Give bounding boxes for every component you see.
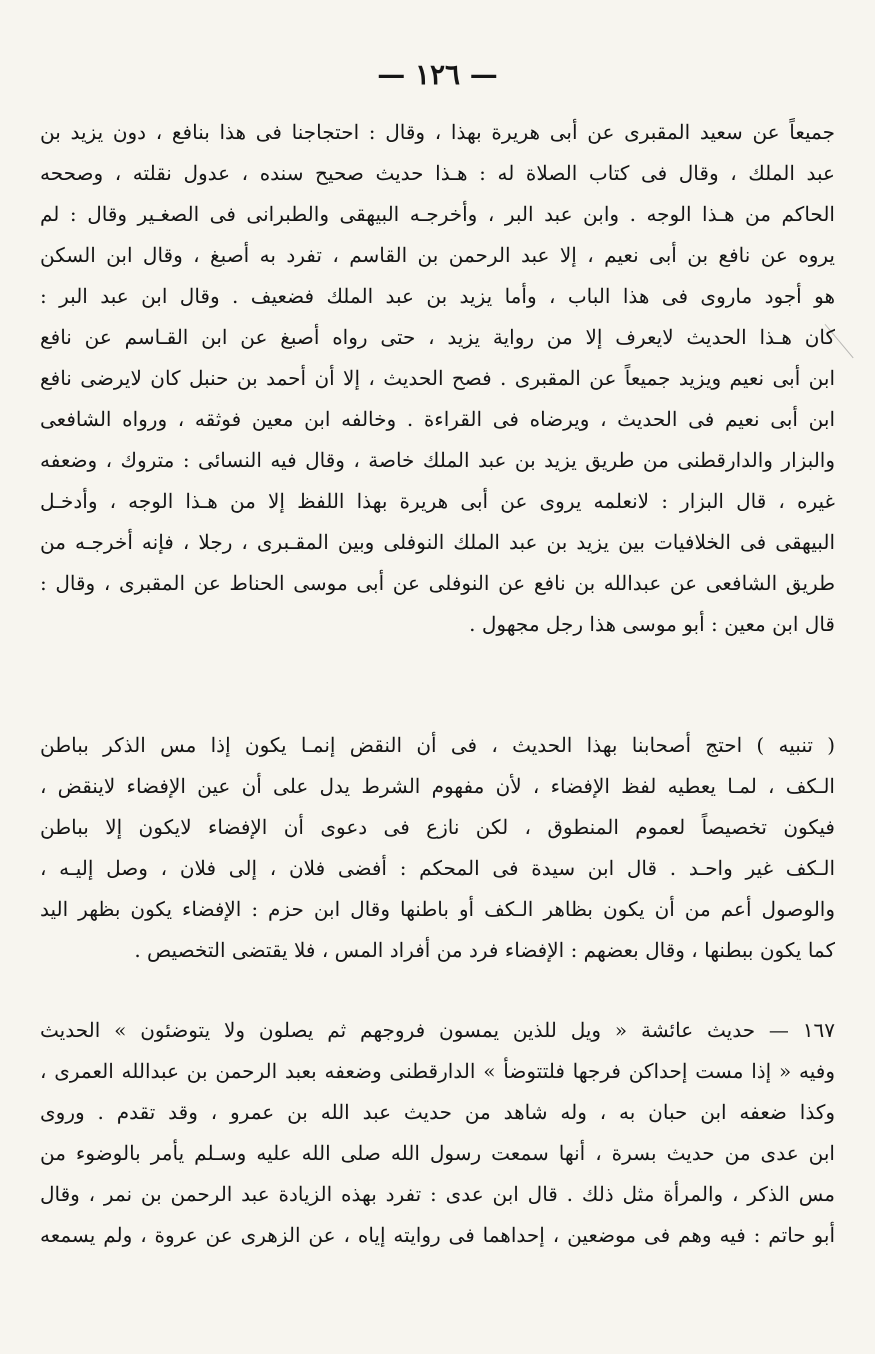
text-line: ( تنبيه ) احتج أصحابنا بهذا الحديث ، فى أن النقض إنمـا يكون إذا مس الذكر بباطن <box>40 733 835 757</box>
text-line: ابن أبى نعيم فى الحديث ، ويرضاه فى القراءة . وخالفه ابن معين فوثقه ، ورواه الشافعى <box>40 407 835 431</box>
text-line: يروه عن نافع بن أبى نعيم ، إلا عبد الرحمن بن القاسم ، تفرد به أصبغ ، وقال ابن السكن <box>40 243 835 267</box>
paragraph-1 <box>40 112 835 645</box>
text-line: ابن عدى من حديث بسرة ، أنها سمعت رسول الله صلى الله عليه وسـلم يأمر بالوضوء من <box>40 1141 835 1165</box>
text-line: أبو حاتم : فيه وهم فى موضعين ، إحداهما فى روايته إياه ، عن الزهرى عن عروة ، ولم يسمعه <box>40 1223 835 1247</box>
text-line: طريق الشافعى عن عبدالله بن نافع عن النوفلى عن أبى موسى الحناط عن المقبرى ، وقال : <box>40 571 835 595</box>
text-line: قال ابن معين : أبو موسى هذا رجل مجهول . <box>469 612 835 636</box>
text-line: البيهقى فى الخلافيات بين يزيد بن عبد الملك النوفلى وبين المقـبرى ، رجلا ، فإنه أخرجـه من <box>40 530 835 554</box>
text-line: غيره ، قال البزار : لانعلمه يروى عن أبى هريرة بهذا اللفظ إلا من هـذا الوجه ، وأدخـل <box>40 489 835 513</box>
text-line: الـكف ، لمـا يعطيه لفظ الإفضاء ، لأن مفهوم الشرط يدل على أن عين الإفضاء لاينقض ، <box>40 774 835 798</box>
text-line: كان هـذا الحديث لايعرف إلا من رواية يزيد ، حتى رواه أصبغ عن ابن القـاسم عن نافع <box>40 325 835 349</box>
paragraph-2-note <box>40 725 835 971</box>
text-line: والبزار والدارقطنى من طريق يزيد بن عبد الملك خاصة ، وقال فيه النسائى : متروك ، وضعفه <box>40 448 835 472</box>
text-line: فيكون تخصيصاً لعموم المنطوق ، لكن نازع فى دعوى أن الإفضاء لايكون إلا بباطن <box>40 815 835 839</box>
text-line: كما يكون ببطنها ، وقال بعضهم : الإفضاء فرد من أفراد المس ، فلا يقتضى التخصيص . <box>134 938 835 962</box>
text-line: والوصول أعم من أن يكون بظاهر الـكف أو باطنها وقال ابن حزم : الإفضاء يكون بظهر اليد <box>40 897 835 921</box>
text-line: ابن أبى نعيم ويزيد جميعاً عن المقبرى . فصح الحديث ، إلا أن أحمد بن حنبل كان لايرضى نافع <box>40 366 835 390</box>
text-line: وفيه « إذا مست إحداكن فرجها فلتتوضأ » الدارقطنى وضعفه بعبد الرحمن بن عبدالله العمرى ، <box>40 1059 835 1083</box>
text-line: الحاكم من هـذا الوجه . وابن عبد البر ، وأخرجـه البيهقى والطبرانى فى الصغـير وقال : لم <box>40 202 835 226</box>
text-line: الـكف غير واحـد . قال ابن سيدة فى المحكم : أفضى فلان ، إلى فلان ، وصل إليـه ، <box>40 856 835 880</box>
text-line: هو أجود ماروى فى هذا الباب ، وأما يزيد بن عبد الملك فضعيف . وقال ابن عبد البر : <box>40 284 835 308</box>
text-line: ١٦٧ — حديث عائشة « ويل للذين يمسون فروجهم ثم يصلون ولا يتوضئون » الحديث <box>40 1018 835 1042</box>
text-line: عبد الملك ، وقال فى كتاب الصلاة له : هـذا حديث صحيح سنده ، عدول نقلته ، وصححه <box>40 161 835 185</box>
text-line: وكذا ضعفه ابن حبان به ، وله شاهد من حديث عبد الله بن عمرو ، وقد تقدم . وروى <box>40 1100 835 1124</box>
text-line: جميعاً عن سعيد المقبرى عن أبى هريرة بهذا ، وقال : احتجاجنا فى هذا بنافع ، دون يزيد بن <box>40 120 835 144</box>
page-number: — ١٢٦ — <box>377 58 498 91</box>
text-line: مس الذكر ، والمرأة مثل ذلك . قال ابن عدى : تفرد بهذه الزيادة عبد الرحمن بن نمر ، وقال <box>40 1182 835 1206</box>
paragraph-3-hadith-167 <box>40 1010 835 1256</box>
